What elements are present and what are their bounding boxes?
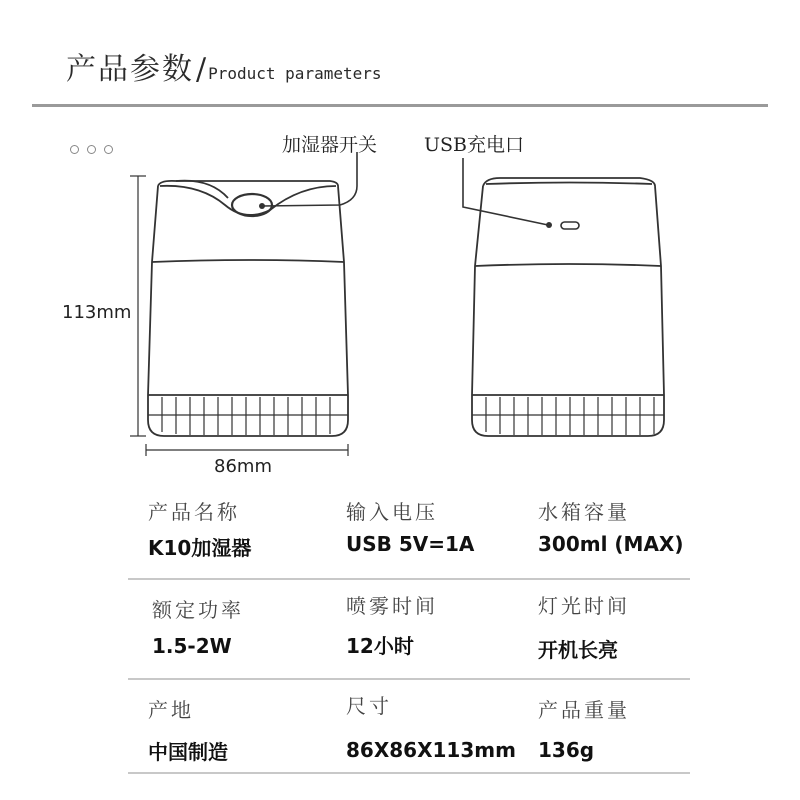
spec-value: 中国制造 <box>148 740 228 764</box>
front-view <box>148 181 348 436</box>
width-dimension <box>146 444 348 456</box>
spec-label: 额定功率 <box>152 598 244 622</box>
spec-label: 产地 <box>148 698 194 722</box>
spec-value: K10加湿器 <box>148 536 252 560</box>
switch-callout-line <box>262 152 357 206</box>
height-label: 113mm <box>62 302 132 323</box>
spec-value: 300ml (MAX) <box>538 532 684 556</box>
switch-callout-label: 加湿器开关 <box>282 134 378 156</box>
spec-label: 尺寸 <box>346 694 392 718</box>
spec-table <box>128 480 690 774</box>
back-view <box>472 178 664 436</box>
width-label: 86mm <box>214 456 272 477</box>
spec-label: 输入电压 <box>346 500 438 524</box>
height-dimension <box>130 176 146 436</box>
spec-label: 产品重量 <box>538 698 630 722</box>
usb-callout-label: USB充电口 <box>424 134 524 156</box>
spec-row <box>128 580 690 680</box>
spec-value: USB 5V=1A <box>346 532 475 556</box>
spec-label: 喷雾时间 <box>346 594 438 618</box>
spec-label: 产品名称 <box>148 500 240 524</box>
spec-row <box>128 480 690 580</box>
spec-value: 开机长亮 <box>538 638 618 662</box>
title-slash: / <box>196 52 207 87</box>
title-chinese: 产品参数 <box>66 52 194 87</box>
spec-value: 86X86X113mm <box>346 738 516 762</box>
spec-row <box>128 680 690 774</box>
spec-value: 12小时 <box>346 634 414 658</box>
spec-label: 灯光时间 <box>538 594 630 618</box>
spec-value: 136g <box>538 738 595 762</box>
spec-value: 1.5-2W <box>152 634 232 658</box>
title-english: Product parameters <box>208 64 382 83</box>
spec-label: 水箱容量 <box>538 500 630 524</box>
usb-callout-line <box>463 158 548 225</box>
